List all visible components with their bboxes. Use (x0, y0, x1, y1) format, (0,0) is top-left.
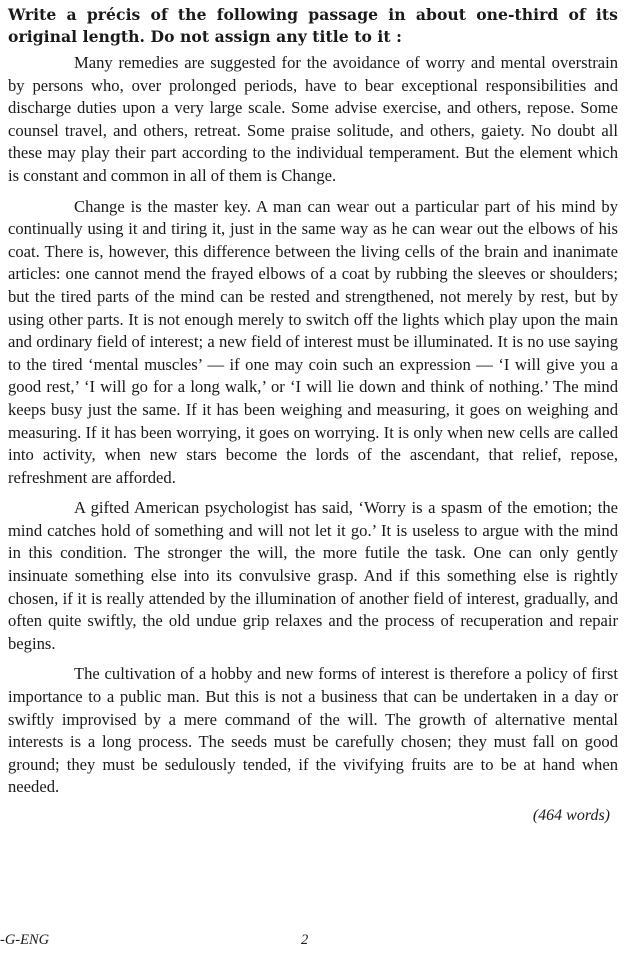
passage (8, 52, 618, 799)
exam-page (8, 4, 618, 825)
word-count: (464 words) (532, 807, 610, 824)
passage-paragraph: A gifted American psychologist has said, ‘Worry is a spasm of the emotion; the mind catches hold of something and will not let it go.’ It is useless to argue with the mind in this condition. The stronger the will, the more futile the task. One can only gently insinuate something else into its convulsive grasp. And if this something else is rightly chosen, if it is really attended by the illumination of another field of interest, gradually, and often quite swiftly, the old undue grip relaxes and the process of recuperation and repair begins. (8, 498, 618, 653)
passage-paragraph: Change is the master key. A man can wear out a particular part of his mind by continually using it and tiring it, just in the same way as he can wear out the elbows of his coat. There is, however, this difference between the living cells of the brain and inanimate articles: one cannot mend the frayed elbows of a coat by rubbing the sleeves or shoulders; but the tired parts of the mind can be rested and strengthened, not merely by rest, but by using other parts. It is not enough merely to switch off the lights which play upon the main and ordinary field of interest; a new field of interest must be illuminated. It is no use saying to the tired ‘mental muscles’ — if one may coin such an expression — ‘I will give you a good rest,’ ‘I will go for a long walk,’ or ‘I will lie down and think of nothing.’ The mind keeps busy just the same. If it has been weighing and measuring, it goes on weighing and measuring. If it has been worrying, it goes on worrying. It is only when new cells are called into activity, when new stars become the lords of the ascendant, that relief, repose, refreshment are afforded. (8, 196, 618, 487)
question-instruction: Write a précis of the following passage in about one-third of its original length. Do not assign any title to it : (8, 5, 618, 46)
passage-paragraph: Many remedies are suggested for the avoidance of worry and mental overstrain by persons who, over prolonged periods, have to bear exceptional responsibilities and discharge duties upon a very large scale. Some advise exercise, and others, repose. Some counsel travel, and others, retreat. Some praise solitude, and others, gaiety. No doubt all these may play their part according to the individual temperament. But the element which is constant and common in all of them is Change. (8, 53, 618, 185)
page-number: 2 (301, 932, 309, 948)
page-footer (0, 932, 624, 956)
passage-paragraph: The cultivation of a hobby and new forms of interest is therefore a policy of first importance to a public man. But this is not a business that can be undertaken in a day or swiftly improvised by a mere command of the will. The growth of alternative mental interests is a long process. The seeds must be carefully chosen; they must fall on good ground; they must be sedulously tended, if the vivifying fruits are to be at hand when needed. (8, 664, 618, 797)
paper-code: -G-ENG (0, 932, 50, 948)
